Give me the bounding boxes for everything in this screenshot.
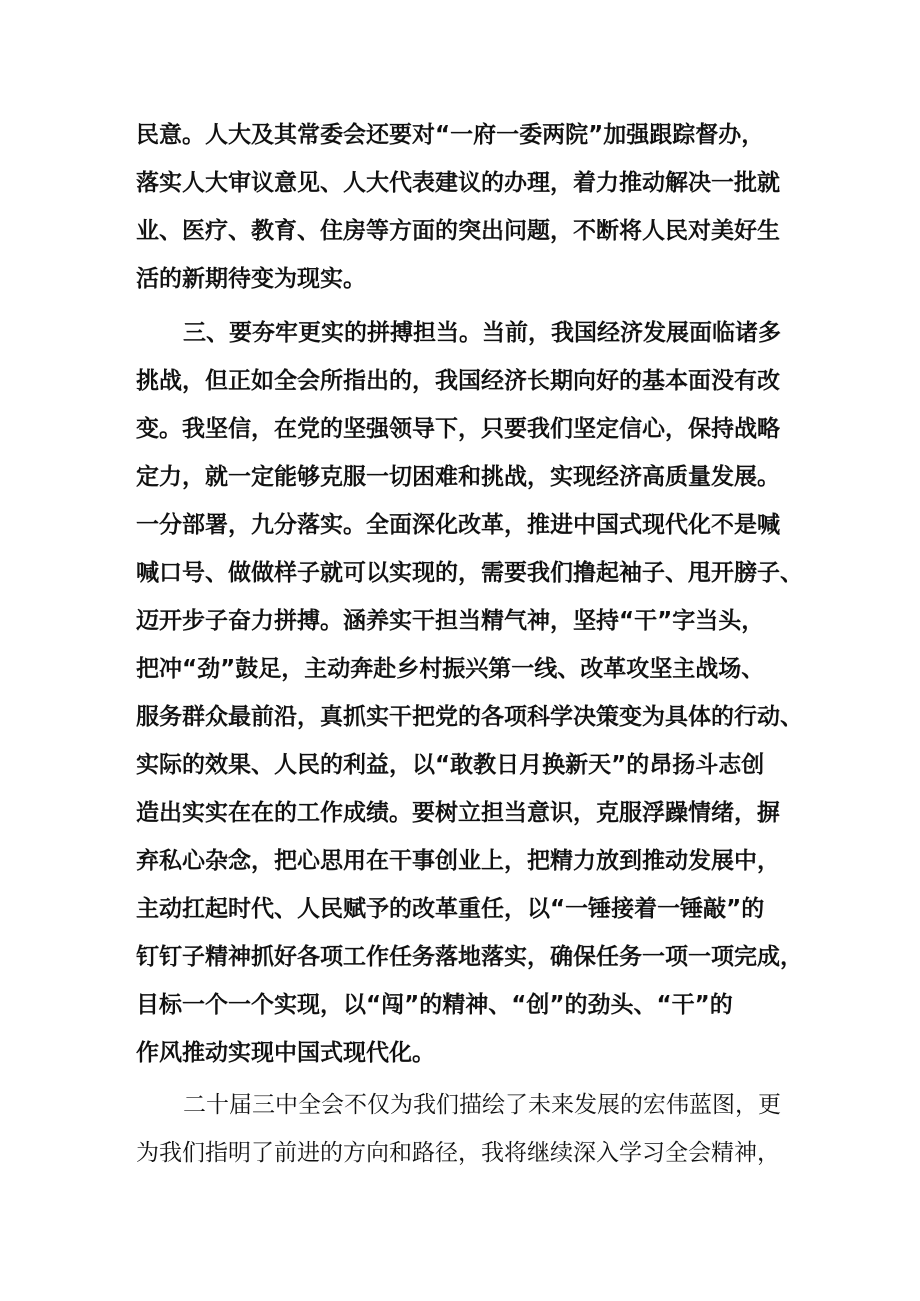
paragraph-2-line-5: 一分部署，九分落实。全面深化改革，推进中国式现代化不是喊 — [136, 512, 780, 538]
paragraph-2-line-7: 迈开步子奋力拼搏。涵养实干担当精气神，坚持“干”字当头， — [136, 608, 765, 634]
paragraph-2-line-14: 钉钉子精神抓好各项工作任务落地落实，确保任务一项一项完成， — [136, 944, 803, 970]
paragraph-1-line-2: 落实人大审议意见、人大代表建议的办理，着力推动解决一批就 — [136, 170, 780, 196]
paragraph-2-line-6: 喊口号、做做样子就可以实现的，需要我们撸起袖子、甩开膀子、 — [136, 560, 803, 586]
paragraph-1-line-3: 业、医疗、教育、住房等方面的突出问题，不断将人民对美好生 — [136, 218, 780, 244]
paragraph-2-line-15: 目标一个一个实现，以“闯”的精神、“创”的劲头、“干”的 — [136, 992, 733, 1018]
paragraph-3-line-2: 为我们指明了前进的方向和路径，我将继续深入学习全会精神， — [136, 1140, 780, 1166]
paragraph-2-line-3: 变。我坚信，在党的坚强领导下，只要我们坚定信心，保持战略 — [136, 416, 780, 442]
paragraph-1-line-4: 活的新期待变为现实。 — [136, 266, 366, 292]
paragraph-2-line-13: 主动扛起时代、人民赋予的改革重任，以“一锤接着一锤敲”的 — [136, 896, 765, 922]
paragraph-2-line-8: 把冲“劲”鼓足，主动奔赴乡村振兴第一线、改革攻坚主战场、 — [136, 656, 765, 682]
paragraph-2-line-12: 弃私心杂念，把心思用在干事创业上，把精力放到推动发展中， — [136, 848, 780, 874]
paragraph-2-line-9: 服务群众最前沿，真抓实干把党的各项科学决策变为具体的行动、 — [136, 704, 803, 730]
paragraph-2-line-4: 定力，就一定能够克服一切困难和挑战，实现经济高质量发展。 — [136, 464, 780, 490]
paragraph-1-line-1: 民意。人大及其常委会还要对“一府一委两院”加强跟踪督办， — [136, 122, 765, 148]
paragraph-2-line-1: 三、要夯牢更实的拼搏担当。当前，我国经济发展面临诸多 — [183, 320, 781, 346]
paragraph-2-line-16: 作风推动实现中国式现代化。 — [136, 1040, 435, 1066]
paragraph-2-line-11: 造出实实在在的工作成绩。要树立担当意识，克服浮躁情绪，摒 — [136, 800, 780, 826]
paragraph-2-line-2: 挑战，但正如全会所指出的，我国经济长期向好的基本面没有改 — [136, 368, 780, 394]
paragraph-2-line-10: 实际的效果、人民的利益，以“敢教日月换新天”的昂扬斗志创 — [136, 752, 765, 778]
paragraph-3-line-1: 二十届三中全会不仅为我们描绘了未来发展的宏伟蓝图，更 — [183, 1092, 781, 1118]
